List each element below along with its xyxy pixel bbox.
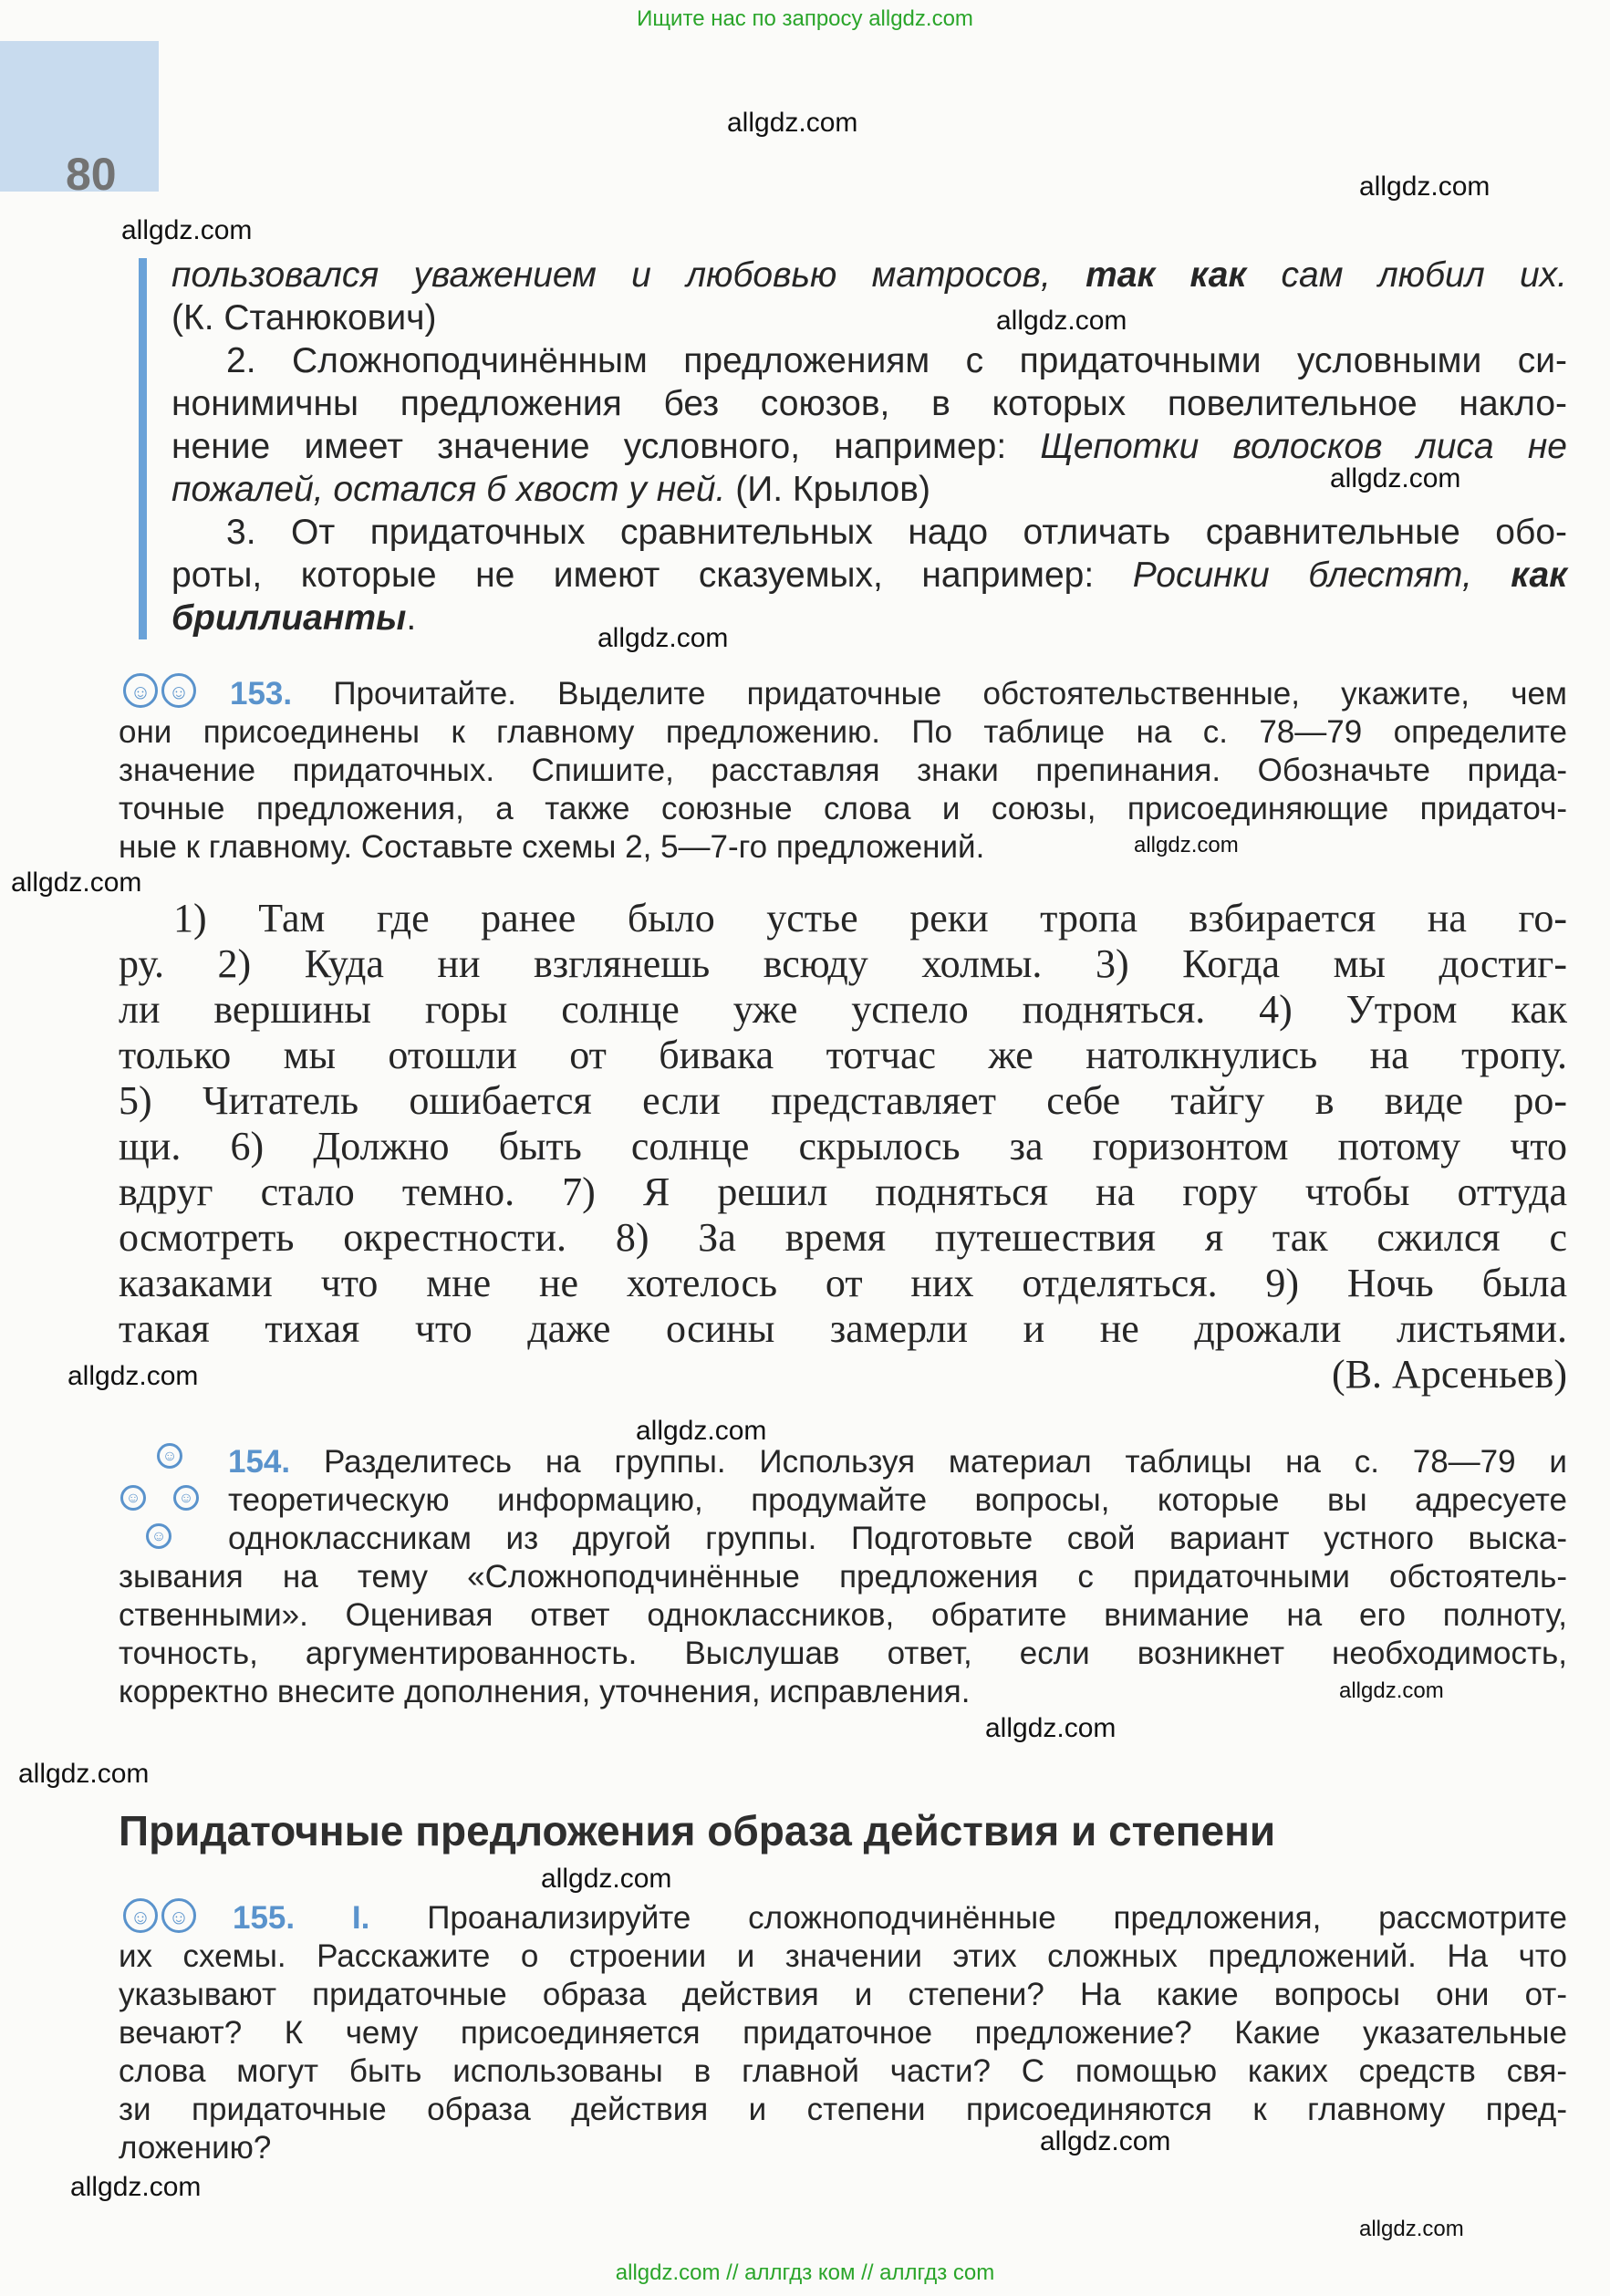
- task-line: слова могут быть использованы в главной части? С помощью каких средств свя-: [119, 2053, 1567, 2089]
- exercise-text-line: 5) Читатель ошибается если представляет себе тайгу в виде ро-: [119, 1078, 1567, 1123]
- exercise-text-line: ли вершины горы солнце уже успело подняться. 4) Утром как: [119, 987, 1567, 1032]
- task-line: [119, 1899, 1567, 1938]
- example-text: пожалей, остался б хвост у ней.: [171, 470, 726, 509]
- task-line: ложению?: [119, 2130, 272, 2166]
- rule-line: 2. Сложноподчинённым предложениям с придаточными условными си-: [226, 341, 1567, 380]
- task-line: вечают? К чему присоединяется придаточное предложение? Какие указательные: [119, 2015, 1567, 2051]
- pair-work-icon: ☺: [161, 673, 196, 708]
- watermark: allgdz.com: [1339, 1678, 1444, 1703]
- rule-text: пользовался уважением и любовью матросов,: [171, 255, 1086, 295]
- rule-text: .: [406, 598, 417, 638]
- pair-work-icon: ☺: [123, 673, 158, 708]
- exercise-text-line: казаками что мне не хотелось от них отделяться. 9) Ночь была: [119, 1261, 1567, 1305]
- task-line: значение придаточных. Спишите, расставляя знаки препинания. Обозначьте прида-: [119, 753, 1567, 788]
- task-line: их схемы. Расскажите о строении и значении этих сложных предложений. На что: [119, 1938, 1567, 1974]
- task-line: ные к главному. Составьте схемы 2, 5—7-го предложений.: [119, 829, 985, 865]
- task-line: указывают придаточные образа действия и степени? На какие вопросы они от-: [119, 1977, 1567, 2012]
- rule-line: [171, 425, 1567, 468]
- group-work-icon: ☺: [157, 1443, 182, 1469]
- task-line: точные предложения, а также союзные слова и союзы, присоединяющие придаточ-: [119, 791, 1567, 826]
- task-line: они присоединены к главному предложению. По таблице на с. 78—79 определите: [119, 714, 1567, 750]
- rule-accent-bar: [139, 258, 147, 639]
- task-line: [119, 1443, 1567, 1481]
- exercise-number: 155. I.: [233, 1900, 370, 1936]
- example-text: Щепотки волосков лиса не: [1040, 427, 1567, 466]
- watermark: allgdz.com: [1330, 463, 1461, 493]
- group-work-icon: ☺: [120, 1485, 146, 1511]
- watermark: allgdz.com: [68, 1361, 199, 1391]
- group-work-icon: ☺: [146, 1523, 171, 1549]
- watermark: allgdz.com: [1359, 171, 1491, 202]
- example-text: Росинки блестят,: [1132, 556, 1511, 595]
- exercise-number: 154.: [228, 1444, 291, 1480]
- rule-line: [171, 597, 1567, 639]
- bottom-banner: allgdz.com // аллгдз ком // аллгдз com: [615, 2260, 995, 2285]
- watermark: allgdz.com: [985, 1713, 1117, 1743]
- rule-line: [171, 554, 1567, 597]
- watermark: allgdz.com: [121, 215, 253, 245]
- example-text: бриллианты: [171, 598, 407, 638]
- watermark: allgdz.com: [70, 2172, 202, 2202]
- exercise-154: [119, 1443, 1567, 1717]
- rule-line: [171, 254, 1567, 296]
- watermark: allgdz.com: [636, 1416, 767, 1446]
- rule-text: нение имеет значение условного, например:: [171, 427, 1041, 466]
- conjunction-emphasis: как: [1511, 556, 1567, 595]
- rule-text: роты, которые не имеют сказуемых, например:: [171, 556, 1133, 595]
- task-line: зывания на тему «Сложноподчинённые предложения с придаточными обстоятель-: [119, 1559, 1567, 1595]
- task-text: Проанализируйте сложноподчинённые предложения, рассмотрите: [427, 1900, 1567, 1936]
- watermark: allgdz.com: [541, 1864, 672, 1894]
- watermark: allgdz.com: [1359, 2217, 1464, 2241]
- rule-text: (И. Крылов): [725, 470, 930, 509]
- task-line: теоретическую информацию, продумайте вопросы, которые вы адресуете: [228, 1482, 1567, 1518]
- pair-work-icon: ☺: [123, 1898, 158, 1933]
- pair-work-icon: ☺: [161, 1898, 196, 1933]
- task-line: зи придаточные образа действия и степени присоединяются к главному пред-: [119, 2092, 1567, 2127]
- rule-text: сам любил их.: [1246, 255, 1568, 295]
- task-text: Разделитесь на группы. Используя материал таблицы на с. 78—79 и: [323, 1444, 1567, 1480]
- exercise-155: [119, 1899, 1567, 2173]
- exercise-text-line: такая тихая что даже осины замерли и не дрожали листьями.: [119, 1306, 1567, 1351]
- rule-line: 3. От придаточных сравнительных надо отличать сравнительные обо-: [226, 513, 1567, 552]
- exercise-text-line: щи. 6) Должно быть солнце скрылось за горизонтом потому что: [119, 1124, 1567, 1169]
- page-number: 80: [66, 149, 117, 200]
- watermark: allgdz.com: [597, 623, 729, 653]
- author-attribution: (В. Арсеньев): [1332, 1352, 1567, 1397]
- rule-line: нонимичны предложения без союзов, в которых повелительное накло-: [171, 384, 1567, 423]
- task-line: корректно внесите дополнения, уточнения, исправления.: [119, 1674, 971, 1709]
- watermark: allgdz.com: [18, 1759, 150, 1789]
- task-line: ственными». Оценивая ответ одноклассников, обратите внимание на его полноту,: [119, 1597, 1567, 1633]
- rule-line: [171, 468, 1567, 511]
- exercise-text-line: только мы отошли от бивака тотчас же натолкнулись на тропу.: [119, 1033, 1567, 1077]
- task-text: Прочитайте. Выделите придаточные обстоятельственные, укажите, чем: [333, 676, 1567, 712]
- task-line: [119, 675, 1567, 713]
- watermark: allgdz.com: [1134, 833, 1239, 857]
- exercise-text-line: 1) Там где ранее было устье реки тропа взбирается на го-: [173, 896, 1567, 940]
- watermark: allgdz.com: [11, 867, 142, 898]
- exercise-153-task: [119, 675, 1567, 876]
- exercise-text-line: ру. 2) Куда ни взглянешь всюду холмы. 3) Когда мы достиг-: [119, 941, 1567, 986]
- exercise-text-line: осмотреть окрестности. 8) За время путешествия я так сжился с: [119, 1215, 1567, 1260]
- section-heading: Придаточные предложения образа действия и степени: [119, 1807, 1276, 1854]
- rule-line: (К. Станюкович): [171, 298, 437, 338]
- watermark: allgdz.com: [727, 108, 858, 138]
- rule-block: [171, 254, 1567, 646]
- task-line: точность, аргументированность. Выслушав ответ, если возникнет необходимость,: [119, 1636, 1567, 1671]
- exercise-text-line: вдруг стало темно. 7) Я решил подняться на гору чтобы оттуда: [119, 1169, 1567, 1214]
- exercise-number: 153.: [230, 676, 293, 712]
- group-work-icon: ☺: [173, 1485, 199, 1511]
- watermark: allgdz.com: [1040, 2126, 1171, 2156]
- top-banner: Ищите нас по запросу allgdz.com: [637, 6, 973, 31]
- conjunction-emphasis: так как: [1085, 255, 1247, 295]
- watermark: allgdz.com: [996, 306, 1127, 336]
- task-line: одноклассникам из другой группы. Подготовьте свой вариант устного выска-: [228, 1521, 1567, 1556]
